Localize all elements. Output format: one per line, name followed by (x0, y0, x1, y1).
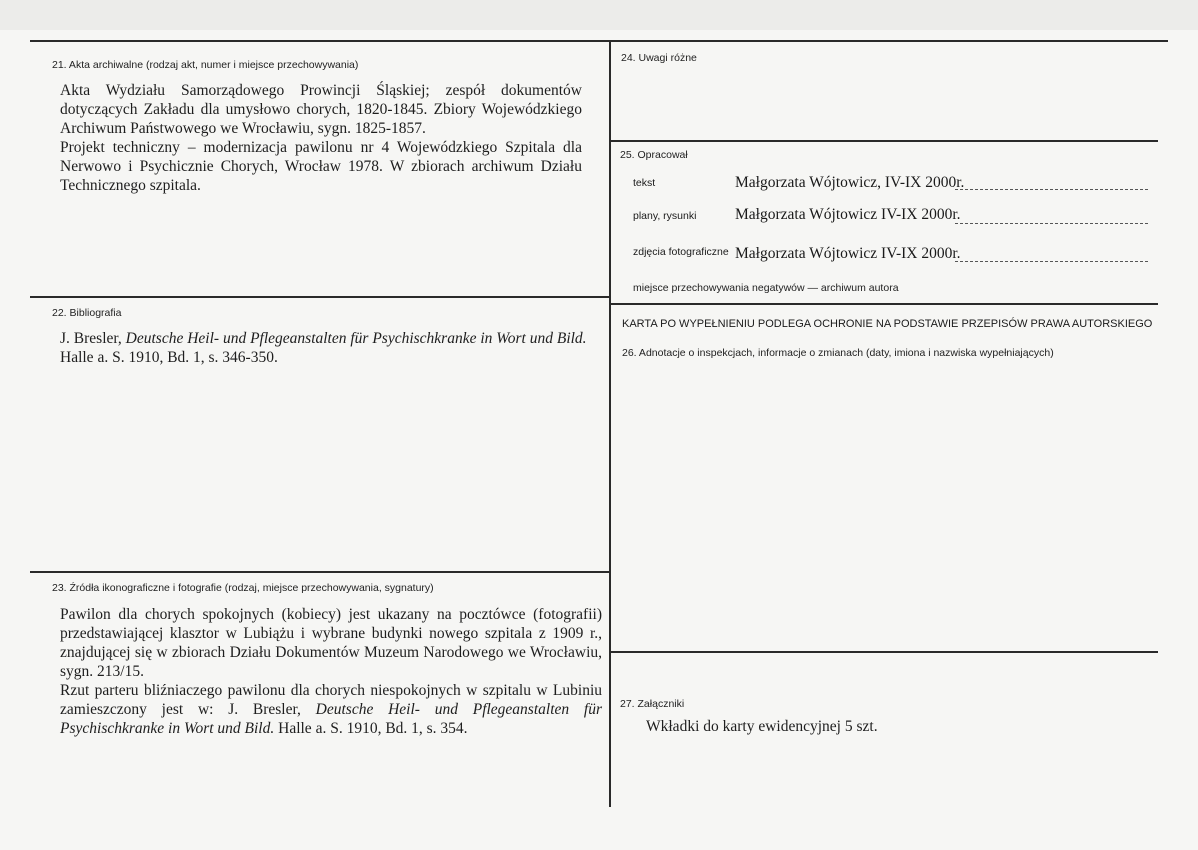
section-23-paragraph-1: Pawilon dla chorych spokojnych (kobiecy) jest ukazany na pocztówce (fotografii) przedstawiającej klasztor w Lubiążu i wybrane budynki nowego szpitala z 1909 r., znajdującej się w zbiorach Działu Dokumentów Muzeum Narodowego we Wrocławiu, sygn. 213/15. (60, 606, 602, 680)
section-22-label: 22. Bibliografia (52, 307, 122, 319)
section-23-paragraph-2-end: Halle a. S. 1910, Bd. 1, s. 354. (274, 720, 468, 737)
section-23-paragraph-2-text: Rzut parteru bliźniaczego pawilonu dla chorych niespokojnych w szpitalu w Lubiniu zamieszczony jest w: J. Bresler, (60, 682, 602, 718)
zdjecia-dotted-line (955, 261, 1148, 262)
section-21-label: 21. Akta archiwalne (rodzaj akt, numer i miejsce przechowywania) (52, 59, 359, 71)
section-23-body (60, 605, 602, 738)
form-top-border (30, 40, 1168, 42)
divider-26-27 (610, 651, 1158, 653)
copyright-notice: KARTA PO WYPEŁNIENIU PODLEGA OCHRONIE NA PODSTAWIE PRZEPISÓW PRAWA AUTORSKIEGO (622, 318, 1153, 330)
section-24-label: 24. Uwagi różne (621, 52, 697, 64)
tekst-label: tekst (633, 177, 656, 189)
column-divider (609, 40, 611, 807)
section-25-label: 25. Opracował (620, 149, 688, 161)
section-23-paragraph-2 (60, 681, 602, 738)
bibliography-title: Deutsche Heil- und Pflegeanstalten für Psychischkranke in Wort und Bild. (125, 330, 587, 347)
section-23-book-title: Deutsche Heil- und Pflegeanstalten für Psychischkranke in Wort und Bild. (60, 701, 602, 737)
section-26-label: 26. Adnotacje o inspekcjach, informacje o zmianach (daty, imiona i nazwiska wypełniających) (622, 347, 1054, 359)
divider-25-26 (610, 303, 1158, 305)
section-22-body (60, 329, 595, 367)
plany-dotted-line (955, 223, 1148, 224)
negatives-storage: miejsce przechowywania negatywów — archiwum autora (633, 282, 899, 294)
zdjecia-value: Małgorzata Wójtowicz IV-IX 2000r. (735, 245, 961, 262)
section-21-paragraph-1: Akta Wydziału Samorządowego Prowincji Śląskiej; zespół dokumentów dotyczących Zakładu dla umysłowo chorych, 1820-1845. Zbiory Wojewódzkiego Archiwum Państwowego we Wrocławiu, sygn. 1825-1857. (60, 82, 582, 137)
bibliography-author: J. Bresler, (60, 330, 126, 347)
section-21-paragraph-2: Projekt techniczny – modernizacja pawilonu nr 4 Wojewódzkiego Szpitala dla Nerwowo i Psychicznie Chorych, Wrocław 1978. W zbiorach archiwum Działu Technicznego szpitala. (60, 139, 582, 194)
zdjecia-label: zdjęcia fotograficzne (633, 246, 729, 258)
section-27-label: 27. Załączniki (620, 698, 685, 710)
plany-label: plany, rysunki (633, 210, 697, 222)
divider-24-25 (610, 140, 1158, 142)
divider-22-23 (30, 571, 610, 573)
divider-21-22 (30, 296, 610, 298)
section-23-label: 23. Źródła ikonograficzne i fotografie (rodzaj, miejsce przechowywania, sygnatury) (52, 582, 434, 594)
plany-value: Małgorzata Wójtowicz IV-IX 2000r. (735, 206, 961, 223)
section-21-body (60, 81, 582, 195)
tekst-value: Małgorzata Wójtowicz, IV-IX 2000r. (735, 174, 965, 191)
bibliography-details: Halle a. S. 1910, Bd. 1, s. 346-350. (60, 349, 278, 366)
tekst-dotted-line (955, 189, 1148, 190)
scan-top-band (0, 0, 1198, 30)
section-27-value: Wkładki do karty ewidencyjnej 5 szt. (646, 718, 878, 735)
